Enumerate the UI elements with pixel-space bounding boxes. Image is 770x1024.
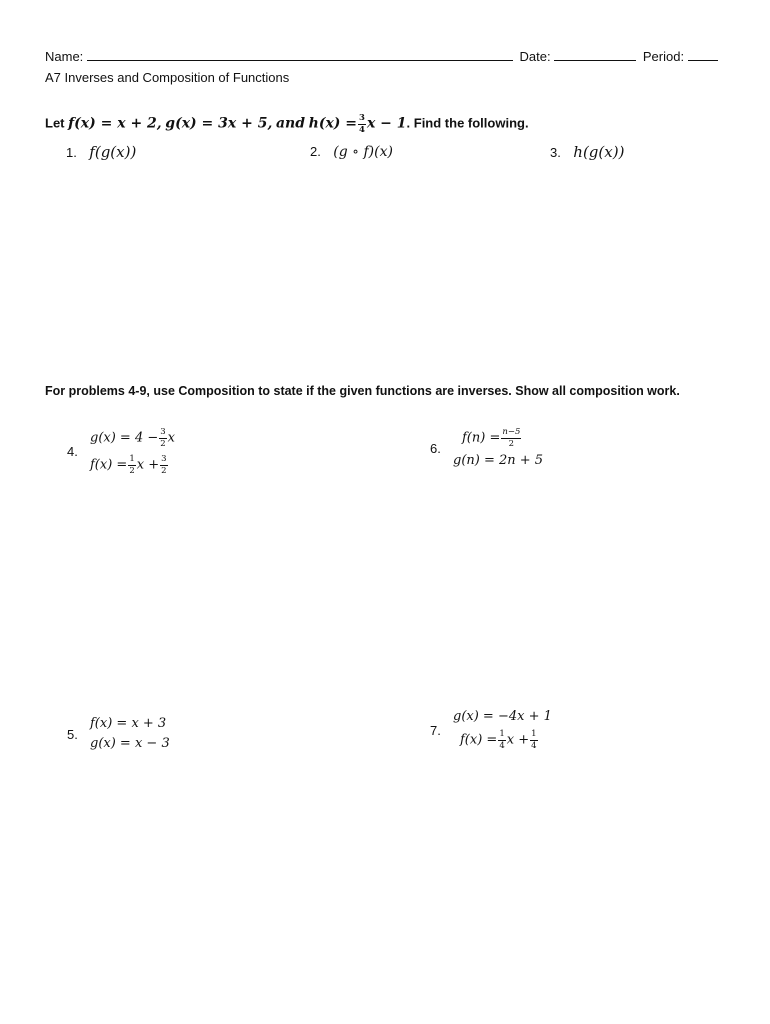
problem-5-g: g(x) = x − 3 — [90, 736, 170, 751]
intro-let: Let — [45, 115, 65, 131]
problem-7-g: g(x) = −4x + 1 — [453, 709, 552, 724]
h-fraction: $\frac{3}{4}$ — [359, 113, 365, 135]
problem-expression: f(g(x)) — [89, 143, 137, 161]
problem-4-f: f(x) = $\frac{1}{2}$ x + $\frac{3}{2}$ — [90, 454, 167, 476]
problem-1 — [66, 143, 136, 162]
problem-4-g: g(x) = 4 − $\frac{3}{2}$ x — [90, 427, 176, 449]
date-blank[interactable] — [554, 48, 636, 61]
problem-7-f: f(x) = $\frac{1}{4}$ x + $\frac{1}{4}$ — [460, 729, 537, 751]
problem-6-f: f(n) = $\frac{n-5}{2}$ — [462, 427, 521, 449]
period-label: Period: — [642, 49, 685, 64]
intro-find: . Find the following. — [406, 115, 529, 131]
worksheet-title: A7 Inverses and Composition of Functions — [45, 70, 290, 85]
problem-5-number: 5. — [67, 727, 78, 742]
header-row — [45, 48, 725, 64]
problem-7-number: 7. — [430, 723, 441, 738]
problem-6-number: 6. — [430, 441, 441, 456]
intro-line — [45, 114, 529, 134]
problem-6-g: g(n) = 2n + 5 — [453, 453, 544, 468]
instructions: For problems 4-9, use Composition to state if the given functions are inverses. Show all composition work. — [45, 384, 680, 398]
date-label: Date: — [519, 49, 551, 64]
name-label: Name: — [45, 49, 84, 64]
h-definition-lhs: h(x) = — [308, 115, 358, 132]
problem-expression: h(g(x)) — [573, 143, 625, 161]
problem-3 — [550, 143, 624, 162]
problem-number: 1. — [66, 145, 77, 160]
problem-expression: (g ∘ f)(x) — [333, 144, 393, 160]
problem-2 — [310, 143, 393, 161]
problem-5-f: f(x) = x + 3 — [90, 716, 167, 731]
name-blank[interactable] — [87, 48, 513, 61]
problem-4-number: 4. — [67, 444, 78, 459]
g-definition: g(x) = 3x + 5, — [165, 115, 273, 132]
problem-number: 3. — [550, 145, 561, 160]
and-word: and — [275, 115, 306, 132]
problem-number: 2. — [310, 144, 321, 159]
f-definition: f(x) = x + 2, — [68, 115, 162, 132]
period-blank[interactable] — [688, 48, 718, 61]
h-definition-rest: x − 1 — [366, 115, 407, 132]
